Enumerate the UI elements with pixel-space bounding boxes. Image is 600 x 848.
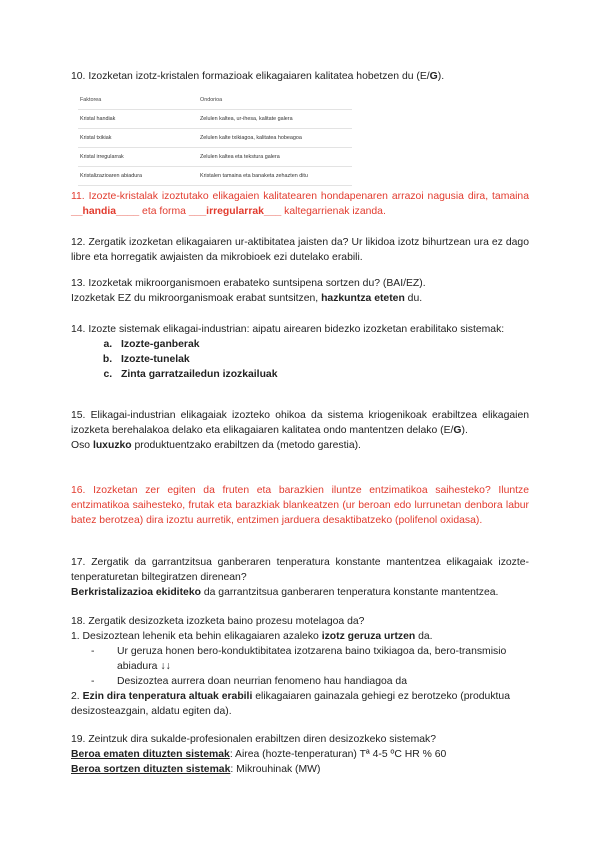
q18-p2b: Ezin dira tenperatura altuak erabili <box>82 691 253 702</box>
table-header-effect: Ondorioa <box>198 91 352 110</box>
list-item: - Desizoztea aurrera doan neurrian fenomeno hau handiagoa da <box>117 674 529 689</box>
question-13 <box>71 276 529 306</box>
q11-blank1: __handia____ <box>71 206 140 217</box>
q15-end: ). <box>461 425 468 436</box>
q10-answer: G <box>429 71 438 82</box>
table-cell: Kristal irregularrak <box>78 148 198 167</box>
q11-part1: 11. Izozte-kristalak izoztutako elikagaien kalitatearen hondapenaren arrazoi nagusia dira, tamaina <box>71 191 529 202</box>
q13-line1: 13. Izozketak mikroorganismoen erabateko suntsipena sortzen du? (BAI/EZ). <box>71 278 426 289</box>
q13-line2b: hazkuntza eteten <box>321 293 405 304</box>
q18-p1a: 1. Desizoztean lehenik eta behin elikagaiaren azaleko <box>71 631 322 642</box>
q18-text: 18. Zergatik desizozketa izozketa baino prozesu motelagoa da? <box>71 616 365 627</box>
list-item: b. Izozte-tunelak <box>115 352 529 367</box>
q12-text: 12. Zergatik izozketan elikagaiaren ur-aktibitatea jaisten da? Ur likidoa izotz bihurtzean ura ez dago libre eta horregatik awjaisten da mikrobioek ezi dutelako erabili. <box>71 237 529 263</box>
question-10 <box>71 69 529 84</box>
q19-text: 19. Zeintzuk dira sukalde-profesionalen erabiltzen diren desizozkeko sistemak? <box>71 734 437 745</box>
q13-line2a: Izozketak EZ du mikroorganismoak erabat suntsitzen, <box>71 293 322 304</box>
q14-text: 14. Izozte sistemak elikagai-industrian: aipatu airearen bidezko izozketan erabilitako sistemak: <box>71 324 505 335</box>
q18-dash-list <box>71 644 529 689</box>
table-row <box>78 148 352 167</box>
question-11 <box>71 189 529 219</box>
question-14 <box>71 322 529 382</box>
table-header-factor: Faktorea <box>78 91 198 110</box>
table-row <box>78 167 352 186</box>
q18-p1b: izotz geruza urtzen <box>321 631 416 642</box>
table-row <box>78 129 352 148</box>
q19-l2b: : Mikrouhinak (MW) <box>230 764 321 775</box>
q11-part3: kaltegarrienak izanda. <box>281 206 386 217</box>
q15-line2a: Oso <box>71 440 93 451</box>
table-cell: Zelulen kaltea, ur-ihesa, kalitate galera <box>198 110 352 129</box>
table-cell: Zelulen kaltea eta tekstura galera <box>198 148 352 167</box>
q13-line2c: du. <box>404 293 423 304</box>
q18-p1c: da. <box>415 631 433 642</box>
q11-part2: eta forma <box>139 206 189 217</box>
q15-line2b: luxuzko <box>92 440 132 451</box>
q17-text: 17. Zergatik da garrantzitsua ganberaren tenperatura konstante mantentzea elikagaiak izozte-tenperaturetan biltegiratzen direnean? <box>71 557 529 583</box>
crystal-table <box>78 91 352 186</box>
q17-line2a: Berkristalizazioa ekiditeko <box>71 587 201 598</box>
question-17 <box>71 555 529 600</box>
table-row <box>78 110 352 129</box>
list-item: - Ur geruza honen bero-konduktibitatea izotzarena baino txikiagoa da, bero-transmisio abiadura ↓↓ <box>117 644 529 674</box>
table-cell: Kristal txikiak <box>78 129 198 148</box>
list-item: a. Izozte-ganberak <box>115 337 529 352</box>
question-16 <box>71 483 529 528</box>
table-header-row <box>78 91 352 110</box>
q16-text: 16. Izozketan zer egiten da fruten eta barazkien iluntze entzimatikoa saihesteko? Iluntze entzimatikoa saihesteko, frutak eta barazkiak blankeatzen (ur beroan edo lurrunetan denbora labur batez berotzea) dira izoztu aurretik, entzimen jarduera desaktibatzeko (polifenol oxidasa). <box>71 485 529 526</box>
table-cell: Kristalizazioaren abiadura <box>78 167 198 186</box>
q11-blank2: ___irregularrak___ <box>188 206 282 217</box>
table-cell: Zelulen kalte txikiagoa, kalitatea hobeagoa <box>198 129 352 148</box>
question-15 <box>71 408 529 453</box>
q19-l1a: Beroa ematen dituzten sistemak <box>71 749 230 760</box>
q15-answer: G <box>453 425 462 436</box>
q15-line2c: produktuentzako erabiltzen da (metodo garestia). <box>131 440 361 451</box>
q10-text: 10. Izozketan izotz-kristalen formazioak elikagaiaren kalitatea hobetzen du (E/ <box>71 71 430 82</box>
table-cell: Kristalen tamaina eta banaketa zehazten ditu <box>198 167 352 186</box>
q19-l2a: Beroa sortzen dituzten sistemak <box>71 764 231 775</box>
q18-p2c: elikagaiaren gainazala gehiegi ez berotzeko (produktua desizosteazgain, aldatu egiten da). <box>71 691 510 717</box>
question-19 <box>71 732 529 777</box>
q18-p2a: 2. <box>71 691 83 702</box>
table-cell: Kristal handiak <box>78 110 198 129</box>
q14-list <box>71 337 529 382</box>
q17-line2b: da garrantzitsua ganberaren tenperatura konstante mantentzea. <box>200 587 499 598</box>
question-12 <box>71 235 529 265</box>
q10-end: ). <box>437 71 445 82</box>
q19-l1b: : Airea (hozte-tenperaturan) Tª 4-5 ºC HR % 60 <box>229 749 447 760</box>
question-18 <box>71 614 529 719</box>
list-item: c. Zinta garratzailedun izozkailuak <box>115 367 529 382</box>
q15-text: 15. Elikagai-industrian elikagaiak izozteko ohikoa da sistema kriogenikoak erabiltzea elikagaien izozketa berehalakoa delako eta elikagaiaren kalitatea ondo mantentzen delako (E/ <box>71 410 529 436</box>
